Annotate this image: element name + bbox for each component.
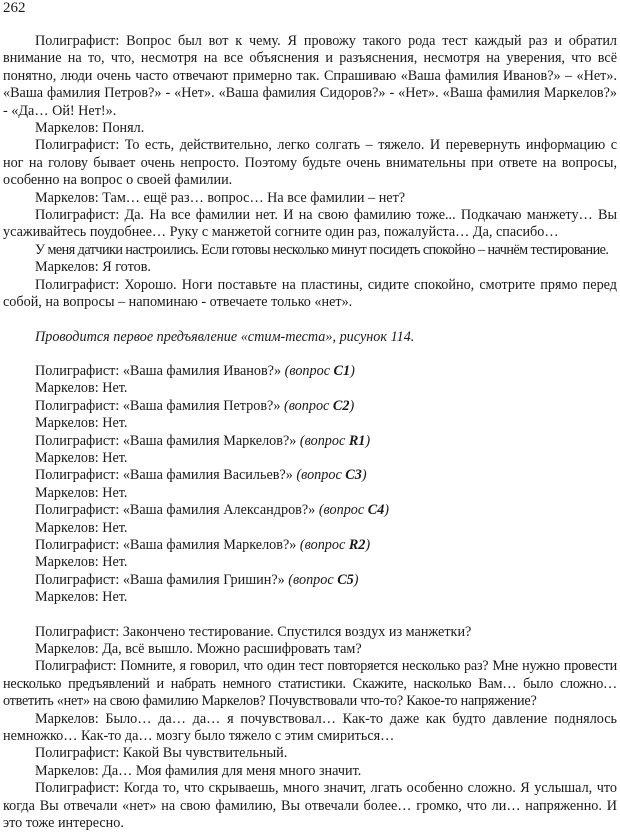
paragraph: Полиграфист: Хорошо. Ноги поставьте на пластины, сидите спокойно, смотрите прямо перед собой, на вопросы – напоминаю - отвечаете только «нет». (3, 276, 617, 311)
dialogue-line (3, 572, 617, 589)
stage-direction: Проводится первое предъявление «стим-теста», рисунок 114. (35, 328, 415, 345)
speaker: Маркелов: (35, 415, 103, 432)
utterance: «Ваша фамилия Иванов?» (122, 362, 282, 379)
dialogue-line (3, 485, 617, 502)
utterance: Нет. (102, 484, 128, 501)
utterance: Нет. (102, 415, 128, 432)
question-tag: (вопрос C2) (280, 397, 355, 414)
utterance: «Ваша фамилия Маркелов?» (122, 536, 297, 553)
paragraph: Полиграфист: Вопрос был вот к чему. Я провожу такого рода тест каждый раз и обратил внимание на то, что, несмотря на все объяснения и разъяснения, несмотря на уверения, что всё понятно, люди очень часто отвечают примерно так. Спрашиваю «Ваша фамилия Иванов?» – «Нет». «Ваша фамилия Петров?» - «Нет». «Ваша фамилия Сидоров?» - «Нет». «Ваша фамилия Маркелов?» - «Да… Ой! Нет!». (3, 33, 617, 119)
paragraph: Маркелов: Да, всё вышло. Можно расшифровать там? (35, 641, 362, 657)
utterance: Нет. (102, 449, 128, 466)
dialogue-line (3, 554, 617, 571)
question-tag: (вопрос R1) (296, 432, 371, 449)
paragraph: Маркелов: Я готов. (35, 259, 151, 276)
paragraph: Полиграфист: То есть, действительно, легко солгать – тяжело. И перевернуть информацию с ног на голову бывает очень непросто. Поэтому будьте очень внимательны при ответе на вопросы, особенно на вопрос о своей фамилии. (3, 137, 617, 189)
utterance: «Ваша фамилия Маркелов?» (122, 432, 297, 449)
dialogue-line (3, 589, 617, 606)
speaker: Маркелов: (35, 484, 103, 501)
speaker: Маркелов: (35, 589, 103, 606)
speaker: Маркелов: (35, 449, 103, 466)
paragraph: Маркелов: Понял. (35, 120, 145, 137)
paragraph: Полиграфист: Когда то, что скрываешь, много значит, лгать особенно сложно. Я услышал, что когда Вы отвечали «нет» на свою фамилию, Вы отвечали более… громко, что ли… напряженно. И это тоже интересно. (3, 780, 617, 832)
paragraph: У меня датчики настроились. Если готовы несколько минут посидеть спокойно – начнём тестирование. (35, 241, 609, 258)
page-body (3, 33, 617, 832)
dialogue-line (3, 363, 617, 380)
utterance: «Ваша фамилия Петров?» (122, 397, 281, 414)
utterance: Нет. (102, 380, 128, 397)
page-number: 262 (3, 0, 26, 16)
dialogue-line (3, 450, 617, 467)
speaker: Полиграфист: (35, 536, 123, 553)
dialogue-line (3, 380, 617, 397)
utterance: «Ваша фамилия Александров?» (122, 502, 316, 519)
speaker: Полиграфист: (35, 432, 123, 449)
question-tag: (вопрос R2) (296, 536, 371, 553)
utterance: Нет. (102, 589, 128, 606)
question-tag: (вопрос C4) (315, 502, 390, 519)
paragraph: Полиграфист: Какой Вы чувствительный. (35, 745, 288, 762)
dialogue-line (3, 467, 617, 484)
speaker: Полиграфист: (35, 571, 123, 588)
paragraph: Полиграфист: Закончено тестирование. Спустился воздух из манжетки? (35, 623, 472, 640)
question-tag: (вопрос C5) (284, 571, 359, 588)
speaker: Маркелов: (35, 554, 103, 571)
dialogue-line (3, 398, 617, 415)
speaker: Маркелов: (35, 519, 103, 536)
utterance: «Ваша фамилия Гришин?» (122, 571, 285, 588)
speaker: Полиграфист: (35, 397, 123, 414)
utterance: Нет. (102, 519, 128, 536)
dialogue-line (3, 502, 617, 519)
test-dialogue (3, 363, 617, 607)
utterance: Нет. (102, 554, 128, 571)
utterance: «Ваша фамилия Васильев?» (122, 467, 293, 484)
speaker: Полиграфист: (35, 362, 123, 379)
paragraph: Полиграфист: Да. На все фамилии нет. И на свою фамилию тоже... Подкачаю манжету… Вы усаживайтесь поудобнее… Руку с манжетой согните один раз, пожалуйста… Да, спасибо… (3, 207, 617, 241)
question-tag: (вопрос C3) (292, 467, 367, 484)
paragraph: Маркелов: Там… ещё раз… вопрос… На все фамилии – нет? (35, 189, 406, 206)
dialogue-line (3, 433, 617, 450)
paragraph: Маркелов: Было… да… да… я почувствовал… Как-то даже как будто давление поднялось немножко… Как-то да… мозгу было тяжело с этим смириться… (3, 710, 617, 745)
question-tag: (вопрос C1) (281, 362, 355, 379)
dialogue-line (3, 415, 617, 432)
speaker: Маркелов: (35, 380, 103, 397)
speaker: Полиграфист: (35, 502, 123, 519)
dialogue-line (3, 520, 617, 537)
paragraph: Полиграфист: Помните, я говорил, что один тест повторяется несколько раз? Мне нужно провести несколько предъявлений и набрать немного статистики. Скажите, насколько Вам… было сложно… ответить «нет» на свою фамилию Маркелов? Почувствовали что-то? Какое-то напряжение? (3, 658, 617, 710)
speaker: Полиграфист: (35, 467, 123, 484)
dialogue-line (3, 537, 617, 554)
paragraph: Маркелов: Да… Моя фамилия для меня много значит. (35, 762, 362, 779)
